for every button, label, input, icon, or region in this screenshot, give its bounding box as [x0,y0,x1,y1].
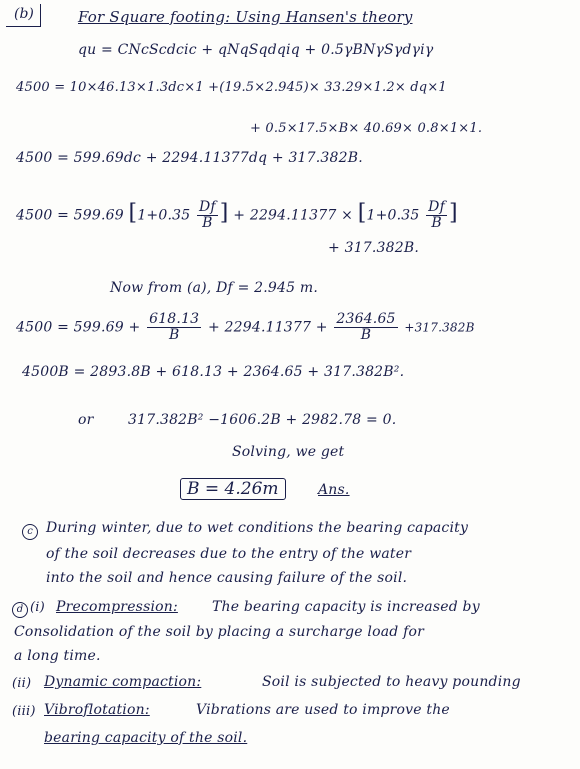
eq3-term3: 1+0.35 [366,207,420,224]
part-d-circle-label: d [12,602,28,618]
part-d-iii-text-1: Vibrations are used to improve the [196,702,450,718]
equation-line-1b: + 0.5×17.5×B× 40.69× 0.8×1×1. [250,121,483,136]
part-d-i-tag: (i) [30,600,45,615]
equation-line-5: 4500B = 2893.8B + 618.13 + 2364.65 + 317.382B². [22,364,405,380]
part-c-line-3: into the soil and hence causing failure of the soil. [46,570,408,586]
eq3-fraction-2: $\frac{Df}{B}$ [428,199,445,231]
eq4-fraction-2: $\frac{2364.65}{B}$ [336,311,396,343]
eq4-suffix: +317.382B [404,320,475,335]
part-d-iii-tag: (iii) [12,704,36,719]
part-c-line-1: During winter, due to wet conditions the bearing capacity [46,520,469,536]
equation-line-4 [16,312,475,343]
eq3-bracket2-close: ] [448,200,458,226]
eq3-term2: + 2294.11377 × [233,207,354,224]
eq3-bracket2-open: [ [357,200,367,226]
part-c-line-2: of the soil decreases due to the entry of the water [46,546,412,562]
part-d-i-text-2: Consolidation of the soil by placing a surcharge load for [14,624,424,640]
equation-line-3 [16,200,458,231]
part-d-i-text-1: The bearing capacity is increased by [212,599,480,615]
equation-line-2: 4500 = 599.69dc + 2294.11377dq + 317.382B. [16,150,363,166]
part-d-ii-title: Dynamic compaction: [44,674,202,690]
now-from-a: Now from (a), Df = 2.945 m. [110,280,319,296]
equation-line-6: 317.382B² −1606.2B + 2982.78 = 0. [128,412,397,428]
equation-qu: qu = CNcScdcic + qNqSqdqiq + 0.5γBNγSγdγiγ [78,42,434,58]
part-b-label-box [6,4,41,27]
or-label: or [78,412,94,428]
solving-text: Solving, we get [232,444,345,460]
eq3-prefix: 4500 = 599.69 [16,207,124,224]
heading: For Square footing: Using Hansen's theory [78,8,413,26]
part-c-circle-label: c [22,524,38,540]
answer-tag: Ans. [318,482,350,498]
eq4-prefix: 4500 = 599.69 + [16,319,141,336]
part-d-i-title: Precompression: [56,599,178,615]
eq3-term1: 1+0.35 [137,207,191,224]
eq4-fraction-1: $\frac{618.13}{B}$ [149,311,200,343]
eq3-fraction-1: $\frac{Df}{B}$ [198,199,216,231]
part-d-ii-tag: (ii) [12,676,32,691]
eq4-middle: + 2294.11377 + [207,319,328,336]
part-b-label: (b) [14,6,34,22]
part-d-ii-text: Soil is subjected to heavy pounding [262,674,521,690]
equation-line-3b: + 317.382B. [328,240,420,256]
part-d-iii-title: Vibroflotation: [44,702,150,718]
eq3-bracket-close: ] [219,200,229,226]
part-d-i-text-3: a long time. [14,648,101,664]
equation-line-1: 4500 = 10×46.13×1.3dc×1 +(19.5×2.945)× 33.29×1.2× dq×1 [16,80,447,95]
eq3-bracket-open: [ [128,200,138,226]
answer-box: B = 4.26m [180,478,286,500]
part-d-iii-text-2: bearing capacity of the soil. [44,730,248,746]
